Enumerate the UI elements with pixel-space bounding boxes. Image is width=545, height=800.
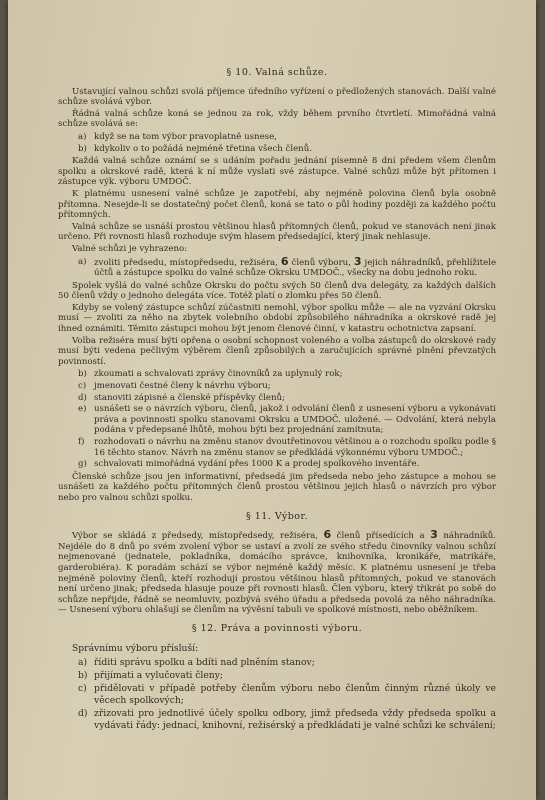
item-text: rozhodovati o návrhu na změnu stanov dvoutřetinovou většinou a o rozchodu spolku podle § 16 těchto stanov. Návrh na změnu stanov se předkládá výkonnému výboru UMDOČ.; [94, 437, 496, 458]
paragraph: Spolek vyšlá do valné schůze Okrsku do počtu svých 50 členů dva delegáty, za každých dalších 50 členů vždy o jednoho delegáta více. Totéž platí o zlomku přes 50 členů. [58, 280, 496, 302]
list-item [78, 254, 497, 279]
paragraph: Kdyby se volený zástupce schůzí zúčastniti nemohl, výbor spolku může — ale na vyzvání Okrsku musí — zvoliti za něho na zbytek volebního období způsobilého náhradníka a okrskové radě jej ihned oznámiti. Těmito zástupci mohou být jenom členové činní, v katastru ochotnictva zapsaní. [58, 302, 496, 335]
item-label: a) [78, 131, 87, 142]
list-item [78, 683, 496, 707]
paragraph: Valné schůzi je vyhrazeno: [72, 243, 188, 254]
item-text: když se na tom výbor pravoplatně usnese, [94, 131, 277, 142]
item-label: d) [78, 707, 88, 719]
section11-pre: Výbor se skládá z předsedy, místopředsedy, režiséra, [72, 531, 318, 542]
section-11-heading: § 11. Výbor. [245, 510, 309, 522]
paragraph: Každá valná schůze oznámí se s udáním pořadu jednání písemně 8 dní předem všem členům spolku a okrskové radě, která k ní může vyslati své zástupce. Valné schůzi může být přítomen i zástupce výk. výboru UMDOČ. [58, 156, 496, 188]
reserved-a-post: jejich náhradníků, přehlížitele účtů a zástupce spolku do valné schůze Okrsku UMDOČ., všecky na dobu jednoho roku. [94, 257, 497, 279]
list-item [78, 657, 496, 669]
list-item [78, 144, 496, 155]
paragraph: Valná schůze se usnáší prostou většinou hlasů přítomných členů, pokud ve stanovách není jinak určeno. Při rovnosti hlasů rozhoduje svým hlasem předsedající, který jinak nehlasuje. [58, 221, 496, 243]
item-label: g) [78, 459, 87, 470]
powers-list [78, 657, 496, 732]
duties-list [78, 369, 496, 469]
item-label: d) [78, 392, 87, 403]
item-text [94, 254, 497, 279]
list-item [78, 393, 496, 404]
paragraph: Řádná valná schůze koná se jednou za rok, vždy během prvního čtvrtletí. Mimořádná valná schůze svolává se: [58, 108, 496, 130]
list-item [78, 381, 496, 392]
item-text: přidělovati v případě potřeby členům výboru nebo členům činným různé úkoly ve věcech spolkových; [94, 682, 496, 706]
list-item [78, 670, 496, 682]
item-text: stanoviti zápisné a členské příspěvky členů; [94, 392, 285, 403]
item-label: b) [78, 669, 88, 681]
item-text: jmenovati čestné členy k návrhu výboru; [94, 381, 271, 392]
item-text: zřizovati pro jednotlivé účely spolku odbory, jimž předseda vždy předseda spolku a vydávati řády: jednací, knihovní, režisérský a předkládati je valné schůzi ke schválení; [94, 707, 496, 731]
list-item [78, 708, 496, 732]
list-item [78, 132, 496, 143]
section11-mid: členů přísedících a [336, 531, 425, 542]
item-label: f) [78, 437, 85, 447]
item-label: b) [78, 369, 87, 380]
handwritten-number: 6 [323, 528, 332, 542]
reserved-a-pre: zvoliti předsedu, místopředsedu, režiséra, [94, 257, 278, 268]
item-label: a) [78, 256, 87, 267]
item-label: c) [78, 682, 87, 694]
document-content [8, 0, 536, 732]
item-label: a) [78, 656, 88, 668]
item-text: zkoumati a schvalovati zprávy činovníků za uplynulý rok; [94, 369, 343, 380]
list-item [78, 459, 496, 470]
condition-list [78, 132, 496, 154]
item-text: přijímati a vylučovati členy; [94, 669, 223, 681]
paragraph [58, 530, 496, 616]
item-label: e) [78, 404, 87, 415]
paragraph: Členské schůze jsou jen informativní, předsedá jim předseda nebo jeho zástupce a mohou se usnášeti za každého počtu přítomných členů prostou většinou jejich hlasů o návrzích pro výbor nebo pro valnou schůzi spolku. [58, 471, 496, 503]
item-text: kdykoliv o to požádá nejméně třetina všech členů. [94, 143, 312, 154]
document-page [8, 0, 536, 800]
item-label: c) [78, 381, 87, 392]
section-10-heading: § 10. Valná schůze. [226, 67, 328, 78]
handwritten-number: 3 [353, 254, 362, 268]
list-item [78, 369, 496, 380]
reserved-a-mid: členů výboru, [291, 257, 351, 268]
paragraph: Volba režiséra musí býti opřena o osobní schopnost voleného a volba zástupců do okrskové rady musí býti vedena pečlivým výběrem členů způsobilých a zaručujících správné plnění převzatých povinností. [58, 335, 496, 367]
section-12-heading: § 12. Práva a povinnosti výboru. [191, 622, 363, 634]
paragraph: K platnému usnesení valné schůze je zapotřebí, aby nejméně polovina členů byla osobně přítomna. Nesejde-li se dostatečný počet členů, koná se tato o půl hodiny později za každého počtu přítomných. [58, 188, 496, 221]
section-12-body [58, 643, 496, 732]
handwritten-number: 6 [280, 254, 289, 268]
item-text: schvalovati mimořádná vydání přes 1000 K a prodej spolkového inventáře. [94, 459, 420, 470]
reserved-list [78, 254, 497, 279]
list-item [78, 437, 496, 458]
item-text: říditi správu spolku a bdíti nad plněním stanov; [94, 656, 315, 668]
section11-post: náhradníků. Nejdéle do 8 dnů po svém zvolení výbor se ustaví a zvolí ze svého středu činovníky valnou schůzí nejmenované (jednatele, pokladníka, domácího správce, knihovníka, kronikáře, matrikáře, garderobiéra). K poradám schází se výbor nejméně každý měsíc. K platnému usnesení je třeba nejméně poloviny členů, kteří rozhodují prostou většinou hlasů přítomných, pokud ve stanovách není určeno jinak; předseda hlasuje pouze při rovnosti hlasů. Člen výboru, který třikrát po sobě do schůze nepřijde, řádně se neomluviv, pozbývá svého úřadu a předseda povolá za něho náhradníka. — Usnesení výboru ohlašují se členům na vývěsní tabuli ve spolkové místnosti, nebo oběžníkem. [58, 531, 496, 616]
handwritten-number: 3 [430, 528, 438, 542]
paragraph: Správnímu výboru přísluší: [72, 642, 199, 654]
paragraph: Ustavující valnou schůzi svolá příjemce úředního vyřízení o předložených stanovách. Další valné schůze svolává výbor. [58, 86, 496, 108]
item-text: usnášeti se o návrzích výboru, členů, jakož i odvolání členů z usnesení výboru a vykonávati práva a povinnosti spolku stanovami Okrsku a UMDOČ. uložené. — Odvolání, která nebyla podána v předepsané lhůtě, mohou býti bez projednání zamítnuta; [94, 404, 496, 436]
list-item [78, 404, 496, 436]
item-label: b) [78, 143, 87, 154]
